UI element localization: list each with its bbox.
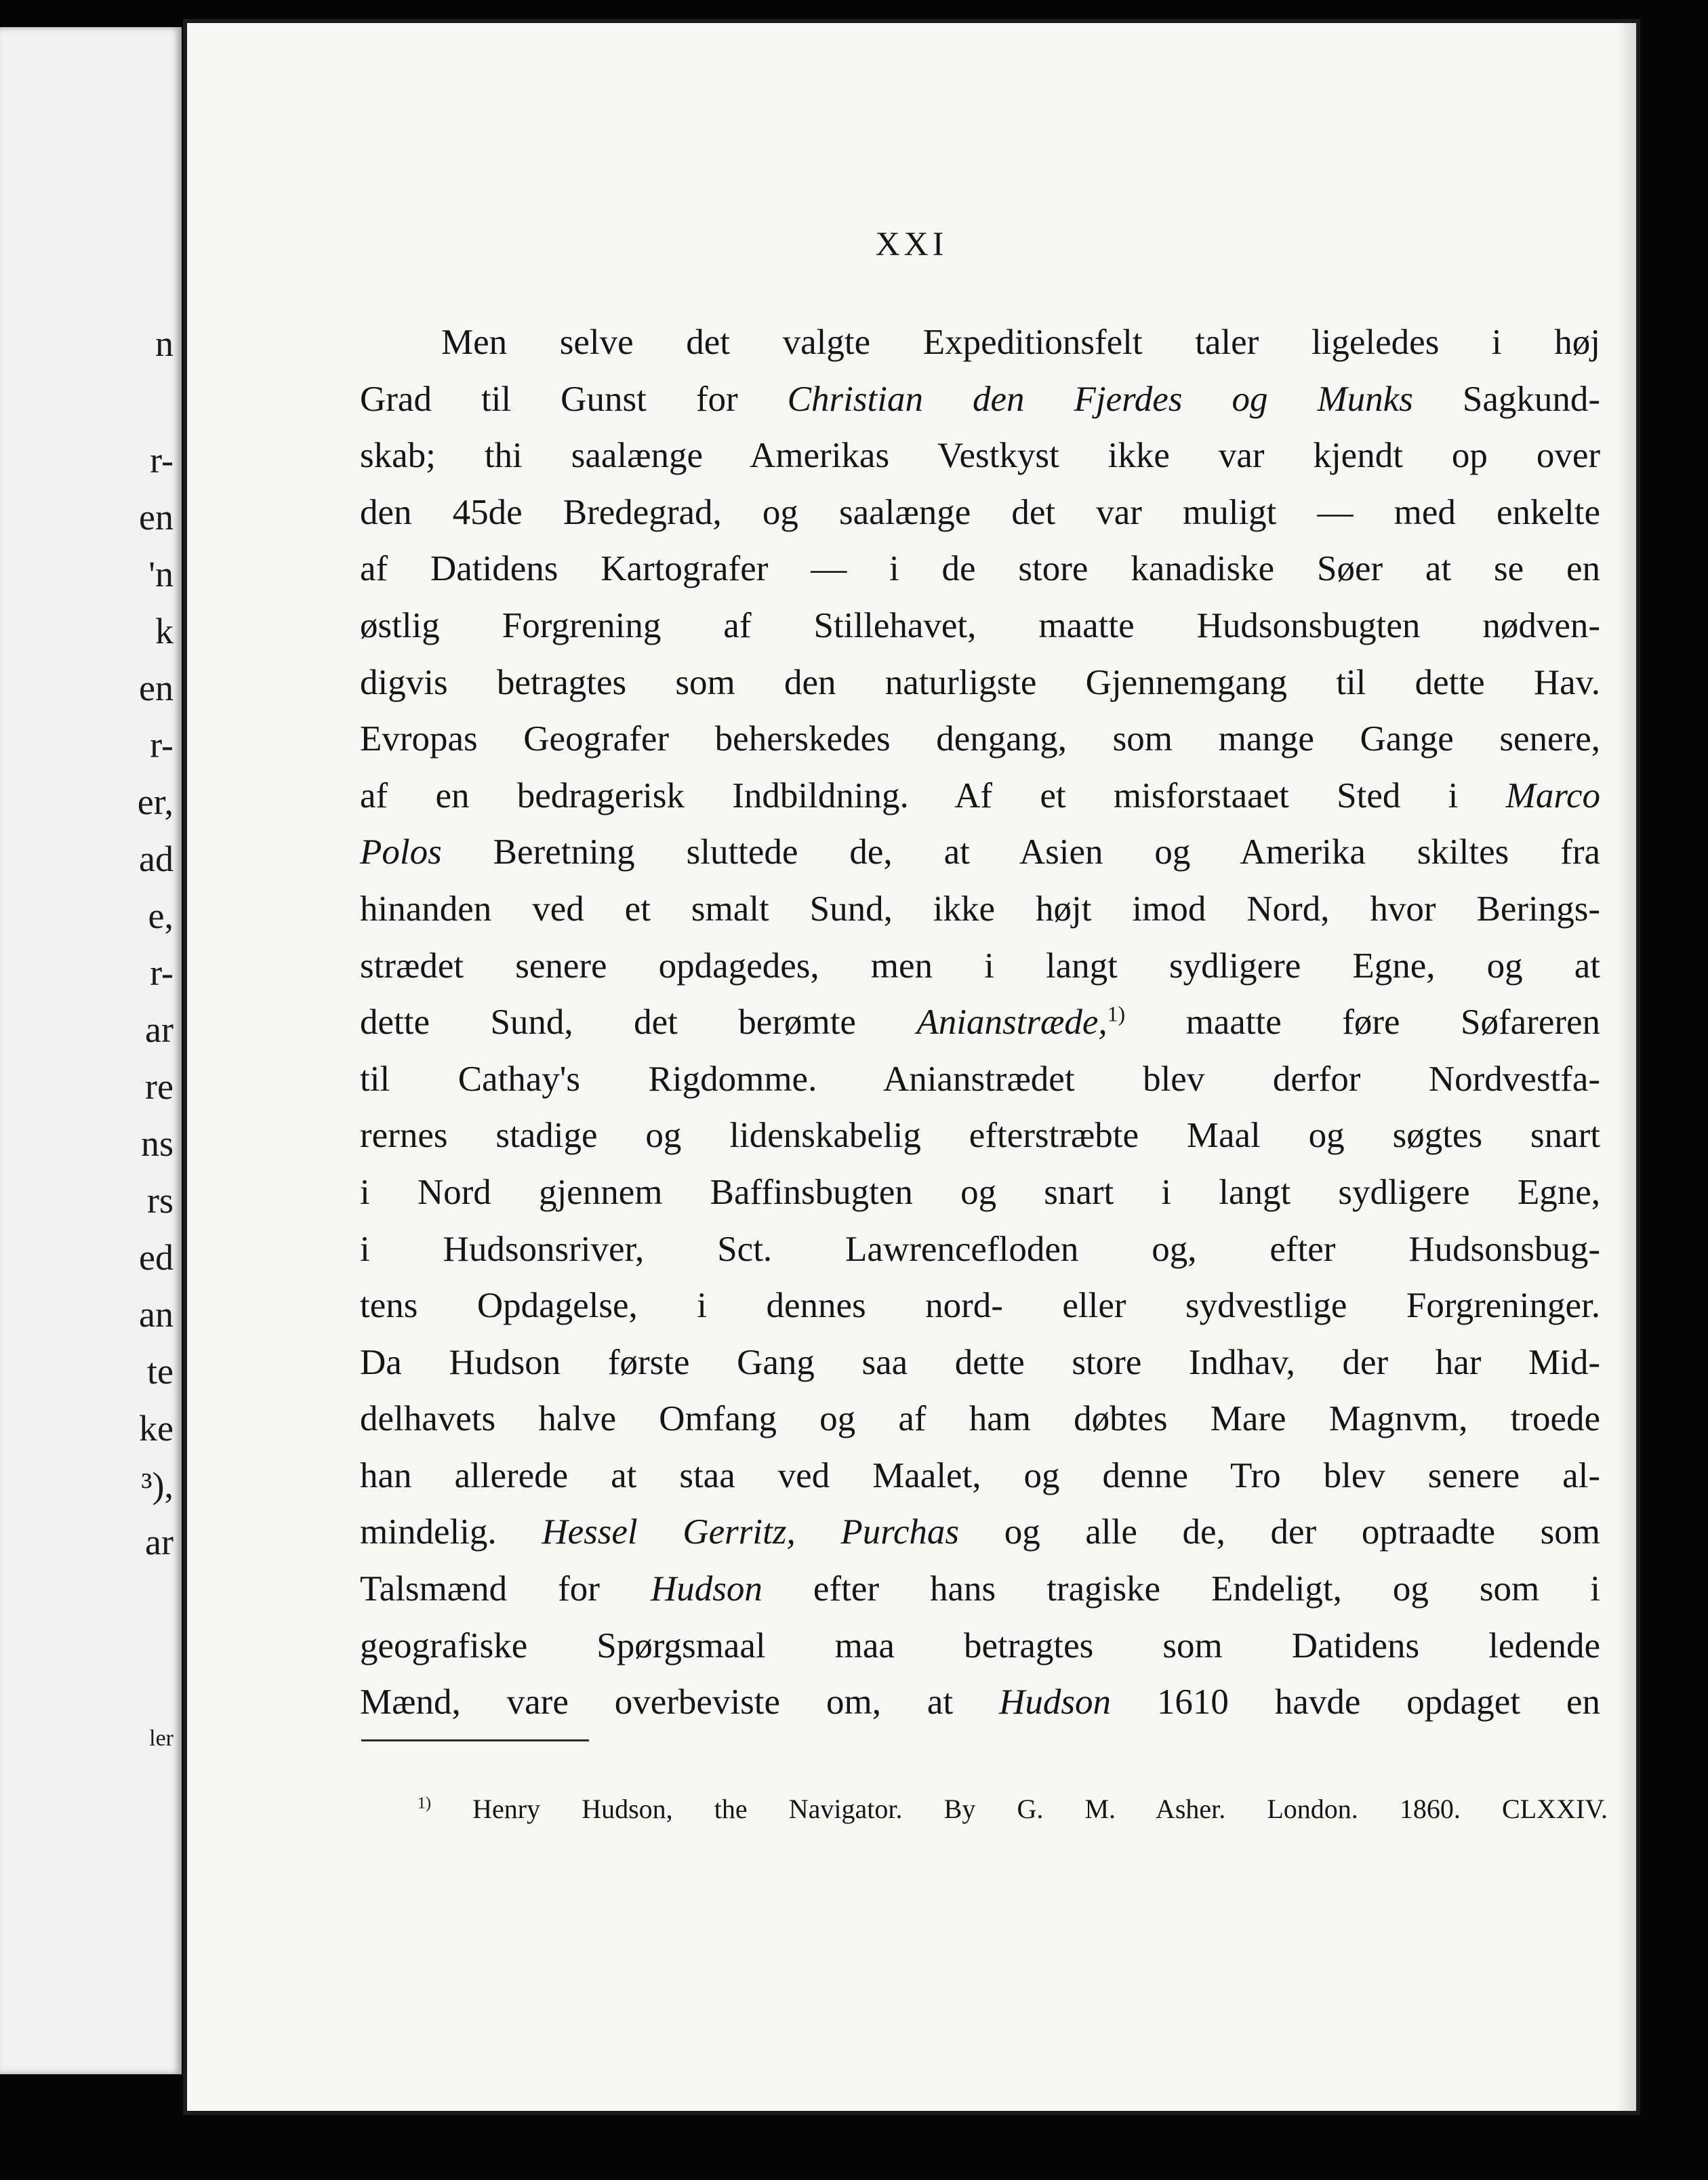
left-page-fragment: ler <box>149 1726 174 1751</box>
text-span: geografiske Spørgsmaal maa betragtes som Datidens ledende <box>360 1626 1600 1666</box>
left-page-fragment: an <box>139 1294 174 1335</box>
text-line <box>360 371 1600 428</box>
text-line <box>360 1222 1600 1278</box>
footnote <box>418 1796 1608 1823</box>
footnote-text: Henry Hudson, the Navigator. By G. M. Asher. London. 1860. CLXXIV. <box>472 1794 1608 1824</box>
left-page-fragment: r- <box>150 440 174 481</box>
left-page-fragment: ke <box>139 1408 174 1449</box>
italic-names: Hessel Gerritz, Purchas <box>542 1512 960 1552</box>
left-page-fragment: r- <box>150 725 174 765</box>
text-span: rernes stadige og lidenskabelig efterstræbte Maal og søgtes snart <box>360 1116 1600 1156</box>
text-span: Grad til Gunst for <box>360 379 738 419</box>
text-line <box>360 1278 1600 1335</box>
text-span: efter hans tragiske Endeligt, og som i <box>813 1569 1600 1609</box>
italic-name: Polos <box>360 832 442 872</box>
left-page-fragment: en <box>139 668 174 708</box>
text-line <box>360 768 1600 825</box>
left-page-fragment: rs <box>147 1180 174 1221</box>
text-span: Da Hudson første Gang saa dette store Indhav, der har Mid- <box>360 1342 1600 1382</box>
text-span: til Cathay's Rigdomme. Anianstrædet blev derfor Nordvestfa- <box>360 1059 1600 1099</box>
italic-name: Hudson <box>650 1569 762 1609</box>
text-span: i Hudsonsriver, Sct. Lawrencefloden og, efter Hudsonsbug- <box>360 1229 1600 1269</box>
left-page-edge <box>0 27 182 2074</box>
text-line <box>360 1448 1600 1505</box>
left-page-fragment: en <box>139 497 174 538</box>
text-line <box>360 428 1600 485</box>
text-span: Beretning sluttede de, at Asien og Amerika skiltes fra <box>493 832 1600 872</box>
text-line <box>360 485 1600 542</box>
text-span: og alle de, der optraadte som <box>1004 1512 1601 1552</box>
text-span: i Nord gjennem Baffinsbugten og snart i langt sydligere Egne, <box>360 1172 1600 1212</box>
text-line <box>360 1391 1600 1448</box>
text-span: strædet senere opdagedes, men i langt sydligere Egne, og at <box>360 946 1600 986</box>
left-page-fragment: e, <box>148 895 174 936</box>
left-page-fragment: ³), <box>141 1465 174 1506</box>
text-span: 1610 havde opdaget en <box>1156 1682 1600 1722</box>
left-page-fragment: te <box>147 1351 174 1392</box>
left-page-fragment: r- <box>150 952 174 993</box>
left-page-fragment: re <box>145 1066 174 1107</box>
text-line <box>360 1108 1600 1165</box>
italic-term: Anianstræde, <box>916 1003 1107 1043</box>
text-line <box>360 598 1600 655</box>
text-span: mindelig. <box>360 1512 497 1552</box>
left-page-fragment: 'n <box>148 554 174 594</box>
left-page-fragment: ar <box>145 1522 174 1562</box>
text-line <box>360 1674 1600 1731</box>
page-number: XXI <box>875 224 948 262</box>
left-page-fragment: n <box>155 323 174 364</box>
text-line <box>360 1165 1600 1222</box>
text-span: maatte føre Søfareren <box>1185 1003 1601 1043</box>
italic-name: Hudson <box>999 1682 1111 1722</box>
text-span: hinanden ved et smalt Sund, ikke højt imod Nord, hvor Berings- <box>360 889 1600 929</box>
text-line <box>360 1051 1600 1108</box>
left-page-fragment: ad <box>139 839 174 879</box>
footnote-reference: 1) <box>1107 1002 1126 1026</box>
text-span: tens Opdagelse, i dennes nord- eller sydvestlige Forgreninger. <box>360 1286 1600 1326</box>
text-span: Talsmænd for <box>360 1569 600 1609</box>
text-line <box>360 1335 1600 1392</box>
text-span: han allerede at staa ved Maalet, og denne Tro blev senere al- <box>360 1455 1600 1495</box>
left-page-fragment: ed <box>139 1237 174 1278</box>
text-line <box>360 881 1600 938</box>
text-line <box>360 1618 1600 1675</box>
text-line <box>360 655 1600 712</box>
text-line <box>360 938 1600 995</box>
italic-names: Christian den Fjerdes og Munks <box>787 379 1413 419</box>
footnote-divider <box>361 1739 589 1741</box>
text-span: Mænd, vare overbeviste om, at <box>360 1682 954 1722</box>
text-span: østlig Forgrening af Stillehavet, maatte Hudsonsbugten nødven- <box>360 605 1600 645</box>
left-page-fragment: ar <box>145 1009 174 1050</box>
text-line <box>360 824 1600 881</box>
book-page <box>183 19 1640 2115</box>
text-span: af Datidens Kartografer — i de store kanadiske Søer at se en <box>360 549 1600 589</box>
text-span: Sagkund- <box>1462 379 1601 419</box>
text-line <box>360 711 1600 768</box>
left-page-fragment: ns <box>140 1123 174 1164</box>
text-line <box>360 315 1600 371</box>
left-page-fragment: er, <box>137 782 174 822</box>
text-line <box>360 541 1600 598</box>
body-text <box>360 315 1600 1731</box>
text-span: digvis betragtes som den naturligste Gjennemgang til dette Hav. <box>360 662 1600 702</box>
footnote-marker: 1) <box>418 1794 431 1813</box>
text-span: delhavets halve Omfang og af ham døbtes Mare Magnvm, troede <box>360 1399 1600 1439</box>
text-span: Men selve det valgte Expeditionsfelt taler ligeledes i høj <box>441 323 1600 362</box>
italic-name: Marco <box>1505 775 1601 815</box>
text-span: Evropas Geografer beherskedes dengang, som mange Gange senere, <box>360 719 1600 759</box>
text-span: af en bedragerisk Indbildning. Af et misforstaaet Sted i <box>360 775 1459 815</box>
text-line <box>360 1561 1600 1618</box>
text-line <box>360 1504 1600 1561</box>
text-span: den 45de Bredegrad, og saalænge det var muligt — med enkelte <box>360 492 1600 532</box>
text-line <box>360 994 1600 1051</box>
left-page-fragment: k <box>155 611 174 651</box>
text-span: skab; thi saalænge Amerikas Vestkyst ikke var kjendt op over <box>360 436 1600 476</box>
text-span: dette Sund, det berømte <box>360 1003 856 1043</box>
